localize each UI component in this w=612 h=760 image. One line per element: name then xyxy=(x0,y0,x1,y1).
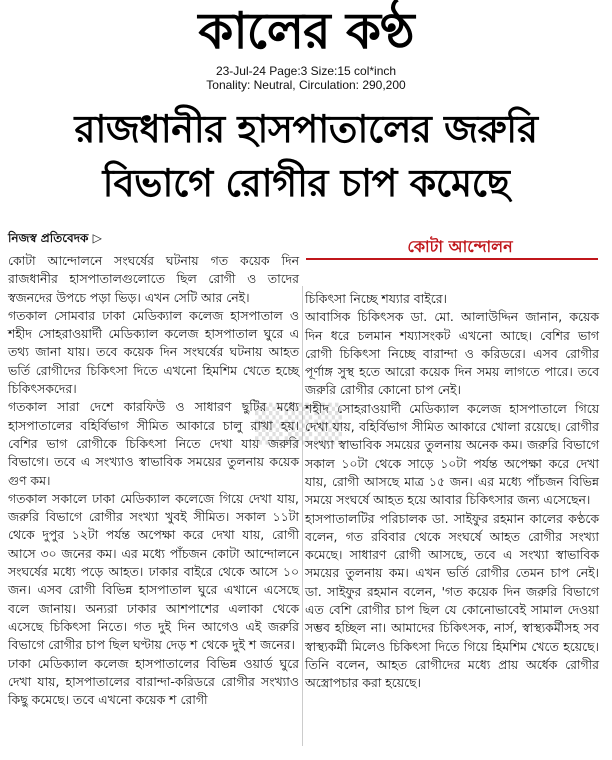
clipping-meta-date-page: 23-Jul-24 Page:3 Size:15 col*inch xyxy=(215,64,397,78)
paragraph: গতকাল সোমবার ঢাকা মেডিক্যাল কলেজ হাসপাতাল ও শহীদ সোহরাওয়ার্দী মেডিক্যাল কলেজ হাসপাতাল ঘুরে এ তথ্য জানা যায়। তবে কয়েক দিন সংঘর্ষের ঘটনায় আহত ভর্তি রোগীদের চিকিৎসা দিতে এখনো হিমশিম খেতে হচ্ছে চিকিৎসকদের। xyxy=(8,307,299,397)
article-column-left xyxy=(8,252,299,709)
article-column-right xyxy=(305,290,599,693)
paragraph: শহীদ সোহরাওয়ার্দী মেডিক্যাল কলেজ হাসপাতালে গিয়ে দেখা যায়, বহির্বিভাগ সীমিত আকারে খোলা রয়েছে। রোগীর সংখ্যা স্বাভাবিক সময়ের তুলনায় অনেক কম। জরুরি বিভাগে সকাল ১০টা থেকে সাড়ে ১০টা পর্যন্ত অপেক্ষা করে দেখা যায়, রোগী আসছে মাত্র ১৫ জন। এর মধ্যে পাঁচজন বিভিন্ন সময়ে সংঘর্ষে আহত হয়ে আবার চিকিৎসার জন্য এসেছেন। xyxy=(305,400,599,508)
headline-line-1: রাজধানীর হাসপাতালের জরুরি xyxy=(74,107,538,151)
watermark-logo: ▒▒▒ xyxy=(255,404,345,445)
clipping-meta-tonality: Tonality: Neutral, Circulation: 290,200 xyxy=(206,78,406,92)
kicker-divider xyxy=(306,258,598,260)
paragraph: ঢাকা মেডিক্যাল কলেজ হাসপাতালের বিভিন্ন ওয়ার্ড ঘুরে দেখা যায়, হাসপাতালের বারান্দা-করিডরে রোগীর সংখ্যাও কিছু কমেছে। তবে এখনো কয়েক শ রোগী xyxy=(8,655,299,708)
paragraph: হাসপাতালটির পরিচালক ডা. সাইফুর রহমান কালের কণ্ঠকে বলেন, গত রবিবার থেকে সংঘর্ষে আহত রোগীর সংখ্যা কমেছে। সাধারণ রোগী আসছে, তবে এ সংখ্যা স্বাভাবিক সময়ের তুলনায় কম। এখন ভর্তি রোগীর তেমন চাপ নেই। ডা. সাইফুর রহমান বলেন, 'গত কয়েক দিন জরুরি বিভাগে এত বেশি রোগীর চাপ ছিল যে কোনোভাবেই সামাল দেওয়া সম্ভব হচ্ছিল না। আমাদের চিকিৎসক, নার্স, স্বাস্থ্যকর্মীসহ সব স্বাস্থ্যকর্মী মিলেও চিকিৎসা দিতে গিয়ে হিমশিম খেতে হয়েছে। তিনি বলেন, আহত রোগীদের মধ্যে প্রায় অর্ধেক রোগীর অস্ত্রোপচার করা হয়েছে। xyxy=(305,510,599,691)
newspaper-masthead: কালের কণ্ঠ xyxy=(198,2,414,60)
paragraph: গতকাল সারা দেশে কারফিউ ও সাধারণ ছুটির মধ্যে হাসপাতালের বহির্বিভাগ সীমিত আকারে চালু রাখা হয়। বেশির ভাগ রোগীকে চিকিৎসা নিতে দেখা যায় জরুরি বিভাগে। তবে এ সংখ্যাও স্বাভাবিক সময়ের তুলনায় কয়েক গুণ কম। xyxy=(8,399,299,488)
section-kicker: কোটা আন্দোলন xyxy=(407,237,513,256)
paragraph: কোটা আন্দোলনে সংঘর্ষের ঘটনায় গত কয়েক দিন রাজধানীর হাসপাতালগুলোতে ছিল রোগী ও তাদের স্বজনদের উপচে পড়া ভিড়। এখন সেটি আর নেই। xyxy=(8,253,299,305)
byline xyxy=(8,230,102,250)
paragraph: চিকিৎসা নিচ্ছে শয্যার বাইরে। xyxy=(305,291,447,306)
column-divider xyxy=(302,286,303,746)
paragraph: আবাসিক চিকিৎসক ডা. মো. আলাউদ্দিন জানান, কয়েক দিন ধরে চলমান শয্যাসংকট এখনো আছে। বেশির ভাগ রোগী চিকিৎসা নিচ্ছে বারান্দা ও করিডরে। এসব রোগীর পূর্ণাঙ্গ সুস্থ হতে আরো কয়েক দিন সময় লাগতে পারে। তবে জরুরি রোগীর কোনো চাপ নেই। xyxy=(305,309,599,398)
byline-text: নিজস্ব প্রতিবেদক xyxy=(8,231,89,245)
paragraph: গতকাল সকালে ঢাকা মেডিক্যাল কলেজে গিয়ে দেখা যায়, জরুরি বিভাগে রোগীর সংখ্যা খুবই সীমিত। সকাল ১১টা থেকে দুপুর ১২টা পর্যন্ত অপেক্ষা করে দেখা যায়, রোগী আসে ৩০ জনের কম। এর মধ্যে পাঁচজন কোটা আন্দোলনে সংঘর্ষের মধ্যে পড়ে আহত। ঢাকার বাইরে থেকে আসে ১০ জন। এসব রোগী বিভিন্ন হাসপাতাল ঘুরে এখানে এসেছে বলে জানায়। অন্যরা ঢাকার আশপাশের এলাকা থেকে এসেছে চিকিৎসা নিতে। গত দুই দিন আগেও এই জরুরি বিভাগে রোগীর চাপ ছিল ঘণ্টায় দেড় শ থেকে দুই শ জনের। xyxy=(8,490,299,653)
headline-line-2: বিভাগে রোগীর চাপ কমেছে xyxy=(102,161,510,205)
play-arrow-icon: ▷ xyxy=(92,231,102,245)
